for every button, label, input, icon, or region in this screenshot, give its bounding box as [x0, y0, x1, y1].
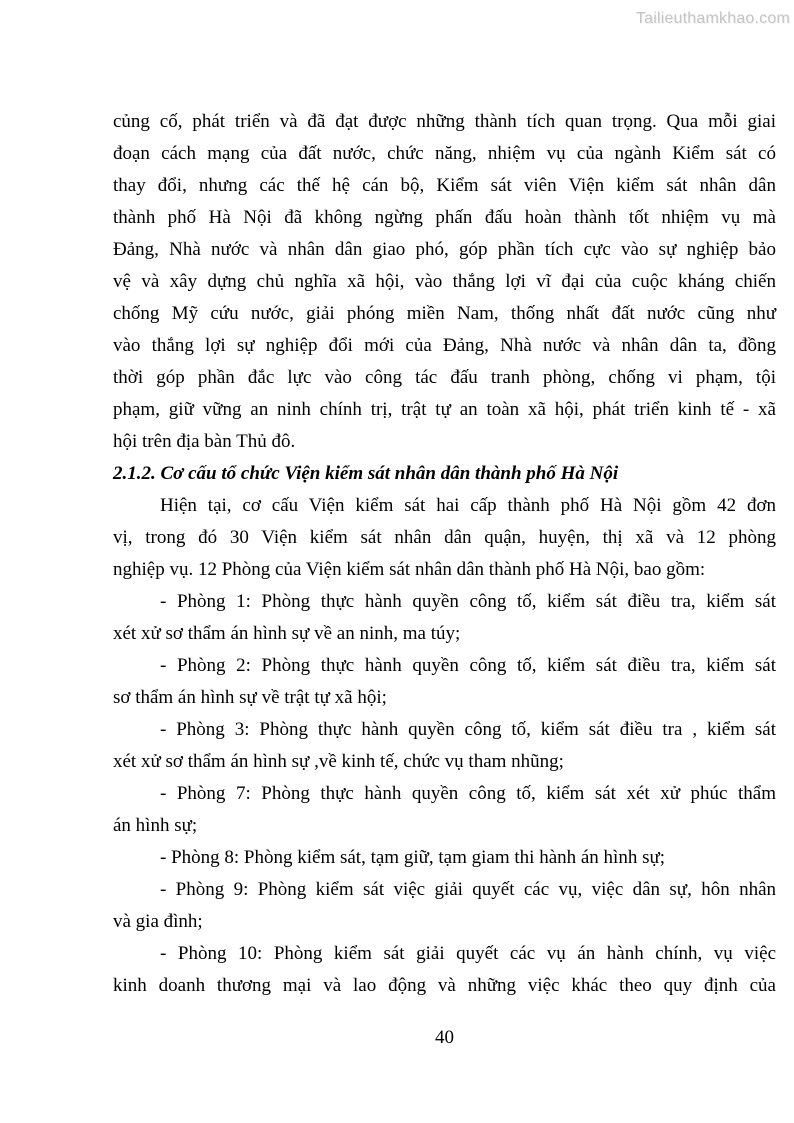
- text-line: - Phòng 1: Phòng thực hành quyền công tố, kiểm sát điều tra, kiểm sát: [160, 591, 776, 612]
- paragraph: [113, 938, 776, 1002]
- text-line: nghiệp vụ. 12 Phòng của Viện kiểm sát nhân dân thành phố Hà Nội, bao gồm:: [113, 559, 706, 580]
- text-line: - Phòng 8: Phòng kiểm sát, tạm giữ, tạm giam thi hành án hình sự;: [160, 847, 666, 868]
- text-line: củng cố, phát triển và đã đạt được những thành tích quan trọng. Qua mỗi giai: [113, 111, 776, 132]
- paragraph: [113, 586, 776, 650]
- text-line: thời góp phần đắc lực vào công tác đấu tranh phòng, chống vi phạm, tội: [113, 367, 776, 388]
- text-line: thành phố Hà Nội đã không ngừng phấn đấu hoàn thành tốt nhiệm vụ mà: [113, 207, 776, 228]
- text-line: 2.1.2. Cơ cấu tổ chức Viện kiểm sát nhân dân thành phố Hà Nội: [113, 463, 619, 484]
- text-line: xét xử sơ thẩm án hình sự ,về kinh tế, chức vụ tham nhũng;: [113, 751, 564, 772]
- paragraph: [113, 106, 776, 458]
- paragraph: [113, 714, 776, 778]
- text-line: kinh doanh thương mại và lao động và những việc khác theo quy định của: [113, 975, 776, 996]
- text-line: vệ và xây dựng chủ nghĩa xã hội, vào thắng lợi vĩ đại của cuộc kháng chiến: [113, 271, 776, 292]
- text-line: án hình sự;: [113, 815, 198, 836]
- text-line: đoạn cách mạng của đất nước, chức năng, nhiệm vụ của ngành Kiểm sát có: [113, 143, 776, 164]
- paragraph: [113, 778, 776, 842]
- paragraph: [113, 490, 776, 586]
- text-line: xét xử sơ thẩm án hình sự về an ninh, ma túy;: [113, 623, 461, 644]
- text-line: chống Mỹ cứu nước, giải phóng miền Nam, thống nhất đất nước cũng như: [113, 303, 776, 324]
- text-line: - Phòng 9: Phòng kiểm sát việc giải quyết các vụ, việc dân sự, hôn nhân: [160, 879, 776, 900]
- page-number: 40: [435, 1027, 454, 1048]
- text-line: sơ thẩm án hình sự về trật tự xã hội;: [113, 687, 387, 708]
- text-line: hội trên địa bàn Thủ đô.: [113, 431, 296, 452]
- text-line: thay đổi, nhưng các thế hệ cán bộ, Kiểm sát viên Viện kiểm sát nhân dân: [113, 175, 776, 196]
- text-line: vào thắng lợi sự nghiệp đổi mới của Đảng, Nhà nước và nhân dân ta, đồng: [113, 335, 776, 356]
- paragraph: [113, 842, 776, 874]
- text-line: phạm, giữ vững an ninh chính trị, trật tự an toàn xã hội, phát triển kinh tế - xã: [113, 399, 776, 420]
- text-line: - Phòng 10: Phòng kiểm sát giải quyết các vụ án hành chính, vụ việc: [160, 943, 776, 964]
- text-line: vị, trong đó 30 Viện kiểm sát nhân dân quận, huyện, thị xã và 12 phòng: [113, 527, 776, 548]
- text-line: - Phòng 2: Phòng thực hành quyền công tố, kiểm sát điều tra, kiểm sát: [160, 655, 776, 676]
- paragraph: [113, 650, 776, 714]
- text-line: Đảng, Nhà nước và nhân dân giao phó, góp phần tích cực vào sự nghiệp bảo: [113, 239, 776, 260]
- section-heading: [113, 458, 776, 490]
- text-line: - Phòng 7: Phòng thực hành quyền công tố, kiểm sát xét xử phúc thẩm: [160, 783, 776, 804]
- document-body: [113, 106, 776, 1002]
- watermark: Tailieuthamkhao.com: [635, 10, 790, 27]
- paragraph: [113, 874, 776, 938]
- text-line: Hiện tại, cơ cấu Viện kiểm sát hai cấp thành phố Hà Nội gồm 42 đơn: [160, 495, 776, 516]
- text-line: - Phòng 3: Phòng thực hành quyền công tố, kiểm sát điều tra , kiểm sát: [160, 719, 776, 740]
- text-line: và gia đình;: [113, 911, 203, 932]
